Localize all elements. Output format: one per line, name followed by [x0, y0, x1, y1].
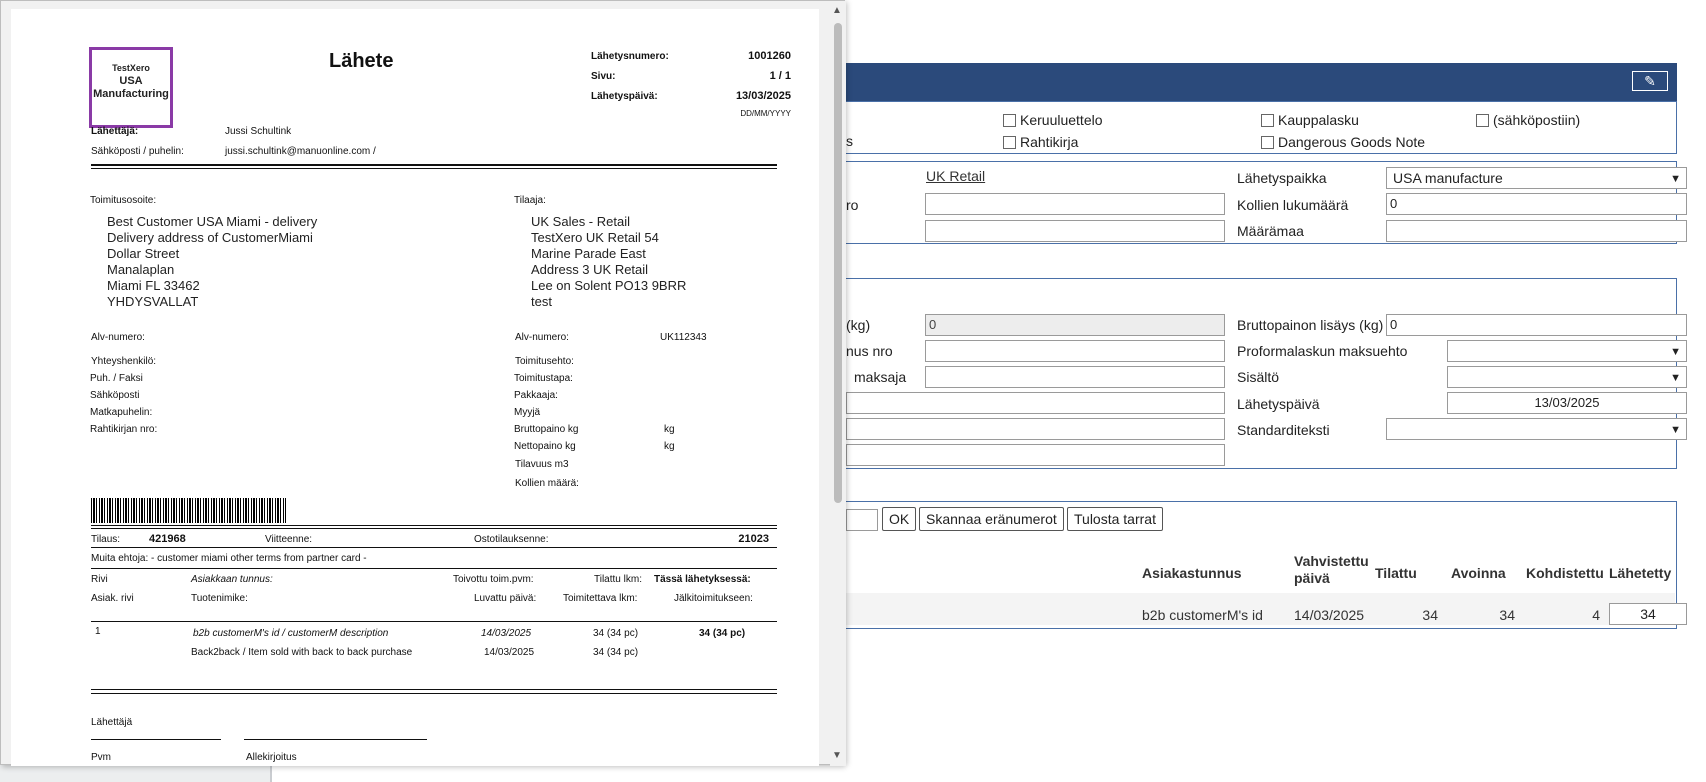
customer-link[interactable]: UK Retail [926, 168, 986, 184]
vat-label-orderer: Alv-numero: [515, 332, 569, 343]
divider [91, 693, 777, 694]
col-backorder: Jälkitoimitukseen: [674, 593, 753, 604]
col-customer-code: Asiakkaan tunnus: [191, 574, 273, 585]
sender-label: Lähettäjä: [91, 126, 139, 137]
line-item-name: Back2back / Item sold with back to back purchase [191, 647, 413, 658]
destination-input[interactable] [1386, 220, 1687, 242]
packages-count-label: Kollien määrä: [515, 478, 579, 489]
chevron-down-icon: ▼ [1670, 346, 1681, 358]
delivery-note-page [11, 9, 819, 766]
scan-lots-button[interactable]: Skannaa eränumerot [919, 507, 1064, 531]
edit-button[interactable] [1632, 71, 1668, 91]
col-header-ordered: Tilattu [1375, 565, 1417, 581]
pdf-preview-window [0, 0, 845, 765]
number-input[interactable] [925, 340, 1225, 362]
scrollbar-thumb[interactable] [834, 23, 842, 503]
cut-label-nro: nus nro [846, 343, 893, 359]
col-header-shipped: Lähetetty [1609, 565, 1672, 581]
page-label: Sivu: [591, 71, 616, 82]
email-label: Sähköposti / puhelin: [91, 146, 184, 157]
col-row: Rivi [91, 574, 108, 585]
packer-label: Pakkaaja: [514, 390, 558, 401]
orderer-address: UK Sales - Retail TestXero UK Retail 54 Marine Parade East Address 3 UK Retail Lee on Solent PO13 9BRR test [531, 214, 687, 309]
cut-label-kg: (kg) [846, 317, 871, 333]
col-customer-row: Asiak. rivi [91, 593, 134, 604]
cell-allocated: 4 [1592, 607, 1600, 623]
col-header-open: Avoinna [1451, 565, 1506, 581]
company-logo: TestXero USA Manufacturing [89, 47, 173, 128]
seller-label: Myyjä [514, 407, 541, 418]
extra-input[interactable] [925, 220, 1225, 242]
cut-label-ro: ro [846, 197, 859, 213]
signature-line [244, 739, 427, 740]
ship-no-label: Lähetysnumero: [591, 51, 669, 62]
footer-signature: Allekirjoitus [246, 752, 297, 763]
col-wish-date: Toivottu toim.pvm: [453, 574, 534, 585]
scroll-down-icon[interactable]: ▼ [832, 750, 842, 761]
other-terms: Muita ehtoja: - customer miami other terms from partner card - [91, 553, 367, 564]
std-text-label: Standarditeksti [1237, 422, 1330, 438]
waybill-checkbox[interactable]: Rahtikirja [1003, 134, 1078, 150]
gross-weight-label: Bruttopaino kg [514, 424, 579, 435]
footer-sender: Lähettäjä [91, 717, 133, 728]
cut-label: s [846, 133, 853, 149]
date-format: DD/MM/YYYY [740, 109, 791, 118]
proforma-label: Proformalaskun maksuehto [1237, 343, 1408, 359]
divider [91, 689, 777, 690]
packages-input[interactable]: 0 [1386, 193, 1687, 215]
divider [91, 621, 777, 622]
order-number: 421968 [149, 533, 186, 545]
cell-confirmed-date: 14/03/2025 [1294, 607, 1365, 623]
proforma-select[interactable] [1447, 340, 1687, 362]
net-weight-unit: kg [664, 441, 675, 452]
cell-ordered: 34 [1422, 607, 1438, 623]
vat-value-orderer: UK112343 [660, 332, 707, 343]
gross-weight-unit: kg [664, 424, 675, 435]
net-weight-label: Nettopaino kg [514, 441, 576, 452]
line-number: 1 [95, 626, 101, 637]
content-label: Sisältö [1237, 369, 1280, 385]
pencil-icon: ✎ [1644, 73, 1656, 89]
page-number: 1 / 1 [769, 70, 791, 82]
content-select[interactable] [1447, 366, 1687, 388]
waybill-no-label: Rahtikirjan nro: [90, 424, 158, 435]
field-input-6[interactable] [846, 444, 1225, 466]
gross-add-label: Bruttopainon lisäys (kg) [1237, 317, 1384, 333]
packages-label: Kollien lukumäärä [1237, 197, 1349, 213]
scan-input[interactable] [846, 509, 878, 531]
date-label: Lähetyspäivä: [591, 91, 658, 102]
phone-label: Puh. / Faksi [90, 373, 143, 384]
col-deliverable-qty: Toimitettava lkm: [563, 593, 638, 604]
email-field-label: Sähköposti [90, 390, 140, 401]
line-wish-date: 14/03/2025 [481, 628, 532, 639]
vat-label: Alv-numero: [91, 332, 145, 343]
shipping-point-label: Lähetyspaikka [1237, 170, 1327, 186]
footer-date: Pvm [91, 752, 111, 763]
email-value: jussi.schultink@manuonline.com / [225, 146, 376, 157]
line-customer-desc: b2b customerM's id / customerM description [193, 628, 389, 639]
divider [91, 528, 777, 529]
line-promised-date: 14/03/2025 [484, 647, 535, 658]
line-ordered-qty: 34 (34 pc) [593, 628, 639, 639]
reference-input[interactable] [925, 193, 1225, 215]
shipping-point-select[interactable]: USA manufacture ▼ [1386, 167, 1687, 189]
divider [91, 164, 777, 166]
std-text-select[interactable] [1386, 418, 1687, 440]
field-input-5[interactable] [846, 418, 1225, 440]
signature-line [91, 739, 221, 740]
col-ordered-qty: Tilattu lkm: [594, 574, 642, 585]
reference-label: Viitteenne: [265, 534, 313, 545]
chevron-down-icon: ▼ [1670, 173, 1681, 185]
email-checkbox[interactable]: (sähköpostiin) [1476, 112, 1580, 128]
ship-date-label: Lähetyspäivä [1237, 396, 1320, 412]
payer-input[interactable] [925, 366, 1225, 388]
picking-list-checkbox[interactable]: Keruuluettelo [1003, 112, 1103, 128]
gross-weight-input[interactable]: 0 [925, 314, 1225, 336]
ship-date-input[interactable]: 13/03/2025 [1447, 392, 1687, 414]
print-labels-button[interactable]: Tulosta tarrat [1067, 507, 1163, 531]
delivery-address: Best Customer USA Miami - delivery Delivery address of CustomerMiami Dollar Street Manalaplan Miami FL 33462 YHDYSVALLAT [107, 214, 318, 309]
mobile-label: Matkapuhelin: [90, 407, 153, 418]
line-this-shipment: 34 (34 pc) [699, 628, 746, 639]
destination-label: Määrämaa [1237, 223, 1304, 239]
po-number: 21023 [738, 533, 769, 545]
dangerous-goods-checkbox[interactable]: Dangerous Goods Note [1261, 134, 1425, 150]
delivery-method-label: Toimitustapa: [514, 373, 573, 384]
field-input-4[interactable] [846, 392, 1225, 414]
ship-no: 1001260 [748, 50, 791, 62]
volume-label: Tilavuus m3 [515, 459, 569, 470]
order-label: Tilaus: [91, 534, 121, 545]
cut-label-payer: maksaja [854, 369, 907, 385]
gross-add-input[interactable]: 0 [1386, 314, 1687, 336]
delivery-label: Toimitusosoite: [90, 195, 157, 206]
chevron-down-icon: ▼ [1670, 424, 1681, 436]
col-header-customer-id: Asiakastunnus [1142, 565, 1242, 581]
ok-button[interactable]: OK [882, 507, 916, 531]
po-label: Ostotilauksenne: [474, 534, 549, 545]
col-this-shipment: Tässä lähetyksessä: [654, 574, 751, 585]
cell-open: 34 [1499, 607, 1515, 623]
line-deliverable-qty: 34 (34 pc) [593, 647, 639, 658]
orderer-label: Tilaaja: [514, 195, 546, 206]
chevron-down-icon: ▼ [1670, 372, 1681, 384]
commercial-invoice-checkbox[interactable]: Kauppalasku [1261, 112, 1359, 128]
document-title: Lähete [329, 50, 394, 72]
col-header-allocated: Kohdistettu [1526, 565, 1604, 581]
cell-customer-id: b2b customerM's id [1142, 607, 1263, 623]
col-item-name: Tuotenimike: [191, 593, 248, 604]
col-promised-date: Luvattu päivä: [474, 593, 537, 604]
date-value: 13/03/2025 [735, 90, 791, 102]
scroll-up-icon[interactable]: ▲ [832, 5, 842, 16]
divider [91, 168, 777, 169]
barcode [91, 498, 286, 523]
divider [91, 547, 777, 548]
shipped-qty-input[interactable]: 34 [1609, 603, 1687, 625]
contact-label: Yhteyshenkilö: [91, 356, 157, 367]
divider [91, 568, 777, 569]
sender-name: Jussi Schultink [225, 126, 292, 137]
delivery-terms-label: Toimitusehto: [515, 356, 574, 367]
col-header-confirmed-date: Vahvistettu päivä [1294, 553, 1369, 586]
divider [91, 525, 777, 526]
